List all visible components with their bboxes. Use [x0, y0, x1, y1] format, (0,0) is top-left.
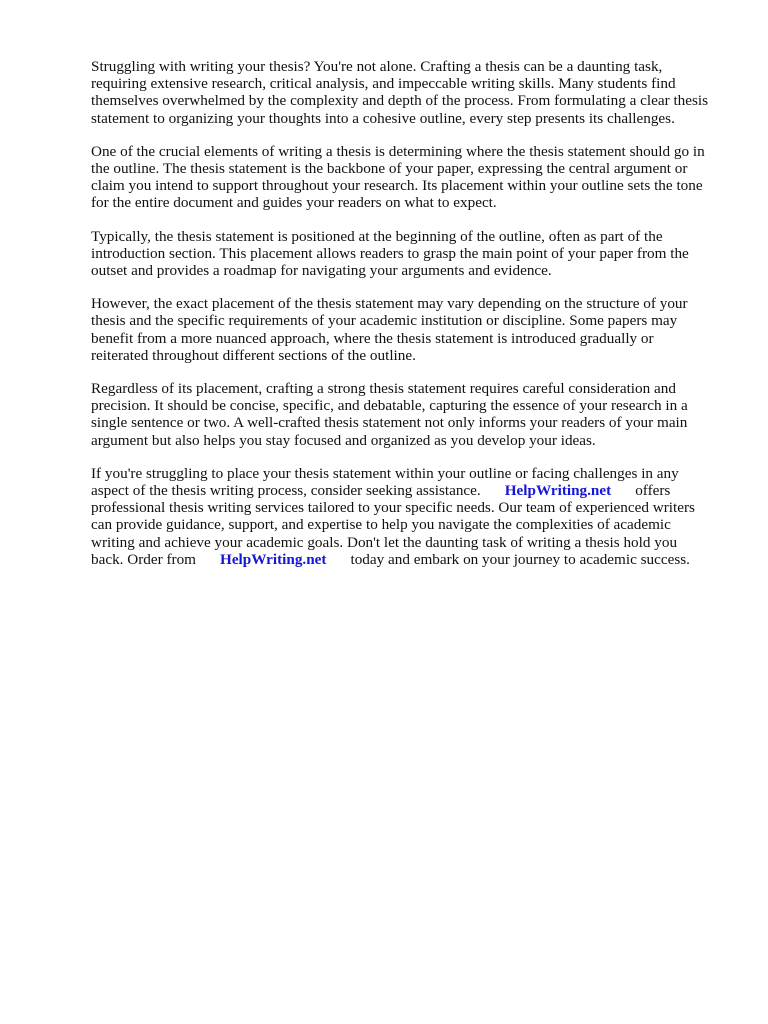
- paragraph-intro: Struggling with writing your thesis? You're not alone. Crafting a thesis can be a daunting task, requiring extensive research, critical analysis, and impeccable writing skills. Many students find themselves overwhelmed by the complexity and depth of the process. From formulating a clear thesis statement to organizing your thoughts into a cohesive outline, every step presents its challenges.: [91, 58, 709, 127]
- paragraph-crafting: Regardless of its placement, crafting a strong thesis statement requires careful consideration and precision. It should be concise, specific, and debatable, capturing the essence of your research in a single sentence or two. A well-crafted thesis statement not only informs your readers of your main argument but also helps you stay focused and organized as you develop your ideas.: [91, 380, 688, 449]
- paragraph-thesis-placement: One of the crucial elements of writing a thesis is determining where the thesis statement should go in the outline. The thesis statement is the backbone of your paper, expressing the central argument or claim you intend to support throughout your research. Its placement within your outline sets the tone for the entire document and guides your readers on what to expect.: [91, 142, 705, 212]
- helpwriting-link-2[interactable]: HelpWriting.net: [220, 550, 327, 568]
- paragraph-variation: However, the exact placement of the thesis statement may vary depending on the structure of your thesis and the specific requirements of your academic institution or discipline. Some papers may benefit from a more nuanced approach, where the thesis statement is introduced gradually or reiterated throughout different sections of the outline.: [91, 295, 688, 364]
- document-page: [91, 58, 731, 584]
- paragraph-typical-position: Typically, the thesis statement is positioned at the beginning of the outline, often as part of the introduction section. This placement allows readers to grasp the main point of your paper from the outset and provides a roadmap for navigating your arguments and evidence.: [91, 227, 689, 280]
- paragraph-assistance: [91, 465, 731, 568]
- assistance-text-part3: today and embark on your journey to academic success.: [350, 550, 690, 568]
- assistance-text-part1: If you're struggling to place your thesis statement within your outline or facing challenges in any aspect of the thesis writing process, consider seeking assistance.: [91, 464, 679, 500]
- assistance-text-part2: offers professional thesis writing services tailored to your specific needs. Our team of experienced writers can provide guidance, support, and expertise to help you navigate the complexities of academic writing and achieve your academic goals. Don't let the daunting task of writing a thesis hold you back. Order from: [91, 482, 695, 568]
- helpwriting-link-1[interactable]: HelpWriting.net: [504, 482, 612, 500]
